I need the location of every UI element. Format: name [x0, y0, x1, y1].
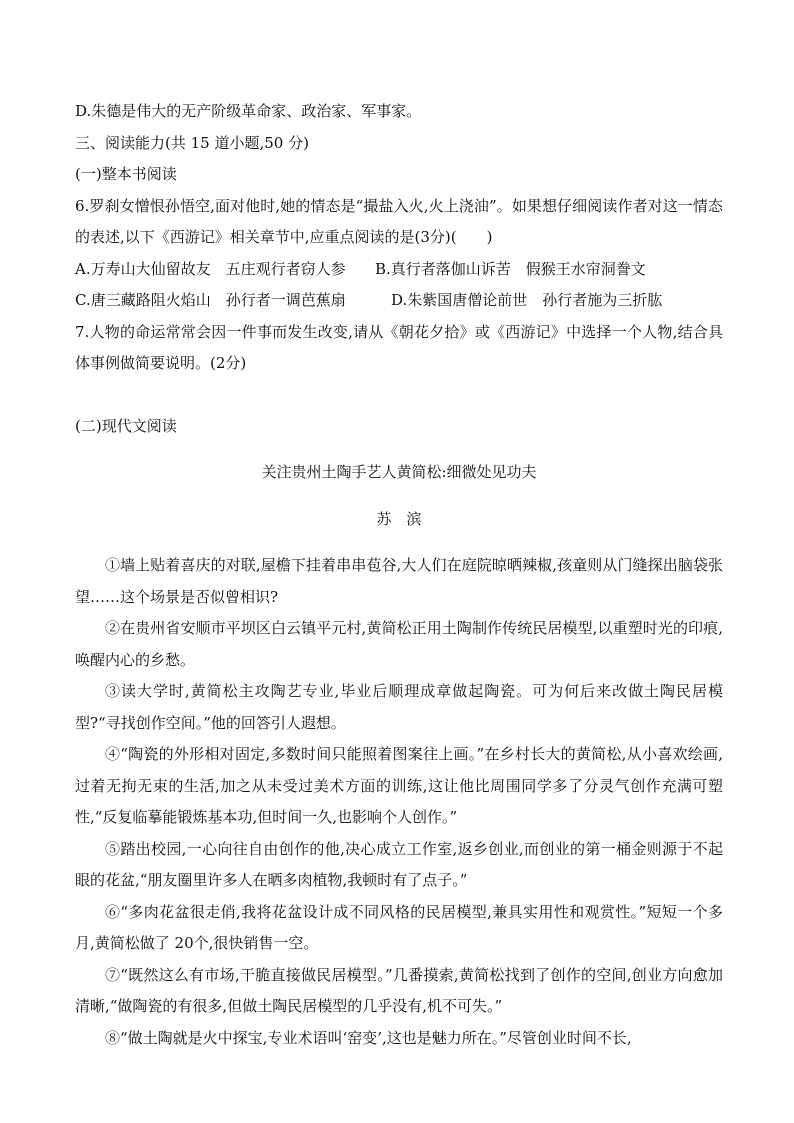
- article-paragraph-1: ①墙上贴着喜庆的对联,屋檐下挂着串串苞谷,大人们在庭院晾晒辣椒,孩童则从门缝探出脑袋张望……这个场景是否似曾相识?: [75, 556, 723, 606]
- article-paragraph-8: ⑧“做土陶就是火中探宝,专业术语叫‘窑变’,这也是魅力所在。”尽管创业时间不长,: [105, 1028, 632, 1047]
- document-body: [75, 96, 723, 1054]
- question-6-options-row-2: [75, 285, 723, 317]
- subsection-one-heading: (一)整本书阅读: [75, 165, 177, 183]
- question-6-option-b: B.真行者落伽山诉苦 假猴王水帘洞誊文: [375, 259, 646, 278]
- article-paragraph-4: ④“陶瓷的外形相对固定,多数时间只能照着图案往上画。”在乡村长大的黄简松,从小喜欢绘画,过着无拘无束的生活,加之从未受过美术方面的训练,这让他比周围同学多了分灵气创作充满可塑性,“反复临摹能锻炼基本功,但时间一久,也影响个人创作。”: [75, 745, 723, 826]
- article-author: 苏 滨: [376, 509, 422, 528]
- question-6-option-c: C.唐三藏路阻火焰山 孙行者一调芭蕉扇: [75, 291, 346, 309]
- article-paragraph-7: ⑦“既然这么有市场,干脆直接做民居模型。”几番摸索,黄简松找到了创作的空间,创业方向愈加清晰,“做陶瓷的有很多,但做土陶民居模型的几乎没有,机不可失。”: [75, 965, 723, 1015]
- question-6-stem: 6.罗刹女憎恨孙悟空,面对他时,她的情态是“撮盐入火,火上浇油”。如果想仔细阅读作者对这一情态的表述,以下《西游记》相关章节中,应重点阅读的是(3分)( ): [75, 196, 723, 246]
- question-6-option-d: D.朱紫国唐僧论前世 孙行者施为三折肱: [391, 291, 663, 309]
- article-paragraph-2: ②在贵州省安顺市平坝区白云镇平元村,黄简松正用土陶制作传统民居模型,以重塑时光的印痕,唤醒内心的乡愁。: [75, 619, 723, 669]
- article-paragraph-3: ③读大学时,黄简松主攻陶艺专业,毕业后顺理成章做起陶瓷。可为何后来改做土陶民居模型?“寻找创作空间。”他的回答引人遐想。: [75, 682, 723, 732]
- question-6-option-a: A.万寿山大仙留故友 五庄观行者窃人参: [75, 259, 346, 278]
- option-d-previous-question: D.朱德是伟大的无产阶级革命家、政治家、军事家。: [75, 102, 422, 120]
- article-paragraph-5: ⑤踏出校园,一心向往自由创作的他,决心成立工作室,返乡创业,而创业的第一桶金则源于不起眼的花盆,“朋友圈里许多人在晒多肉植物,我顿时有了点子。”: [75, 839, 723, 889]
- article-title: 关注贵州土陶手艺人黄简松:细微处见功夫: [261, 463, 537, 481]
- section-three-heading: 三、阅读能力(共 15 道小题,50 分): [75, 133, 309, 152]
- article-paragraph-6: ⑥“多肉花盆很走俏,我将花盆设计成不同风格的民居模型,兼具实用性和观赏性。”短短一个多月,黄简松做了 20个,很快销售一空。: [75, 902, 723, 952]
- question-6-options-row-1: [75, 254, 723, 286]
- blank-answer-space: [75, 380, 723, 411]
- subsection-two-heading: (二)现代文阅读: [75, 416, 177, 435]
- question-7-stem: 7.人物的命运常常会因一件事而发生改变,请从《朝花夕拾》或《西游记》中选择一个人物,结合具体事例做简要说明。(2分): [75, 322, 723, 372]
